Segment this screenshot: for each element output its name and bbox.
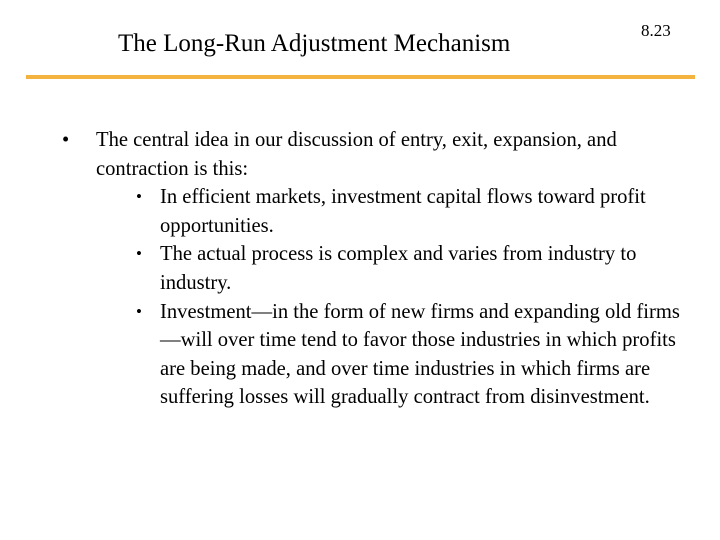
sub-bullet-list [96, 183, 682, 412]
bullet-icon: • [136, 187, 142, 207]
slide-number: 8.23 [641, 21, 671, 40]
sub-bullet-text: In efficient markets, investment capital flows toward profit opportunities. [160, 186, 646, 237]
sub-bullet-text: Investment—in the form of new firms and expanding old firms—will over time tend to favor those industries in which profits are being made, and over time industries in which firms are suffering losses will gradually contract from disinvestment. [160, 300, 680, 409]
title-divider [26, 75, 695, 79]
sub-bullet [96, 240, 682, 297]
sub-bullet [96, 298, 682, 412]
main-bullet-text: The central idea in our discussion of entry, exit, expansion, and contraction is this: [96, 129, 617, 180]
sub-bullet-text: The actual process is complex and varies from industry to industry. [160, 243, 637, 294]
bullet-icon: • [62, 129, 70, 151]
bullet-icon: • [136, 244, 142, 264]
slide-title: The Long-Run Adjustment Mechanism [118, 30, 511, 57]
bullet-list [62, 126, 682, 412]
bullet-icon: • [136, 301, 142, 321]
sub-bullet [96, 183, 682, 240]
main-bullet [62, 126, 682, 412]
